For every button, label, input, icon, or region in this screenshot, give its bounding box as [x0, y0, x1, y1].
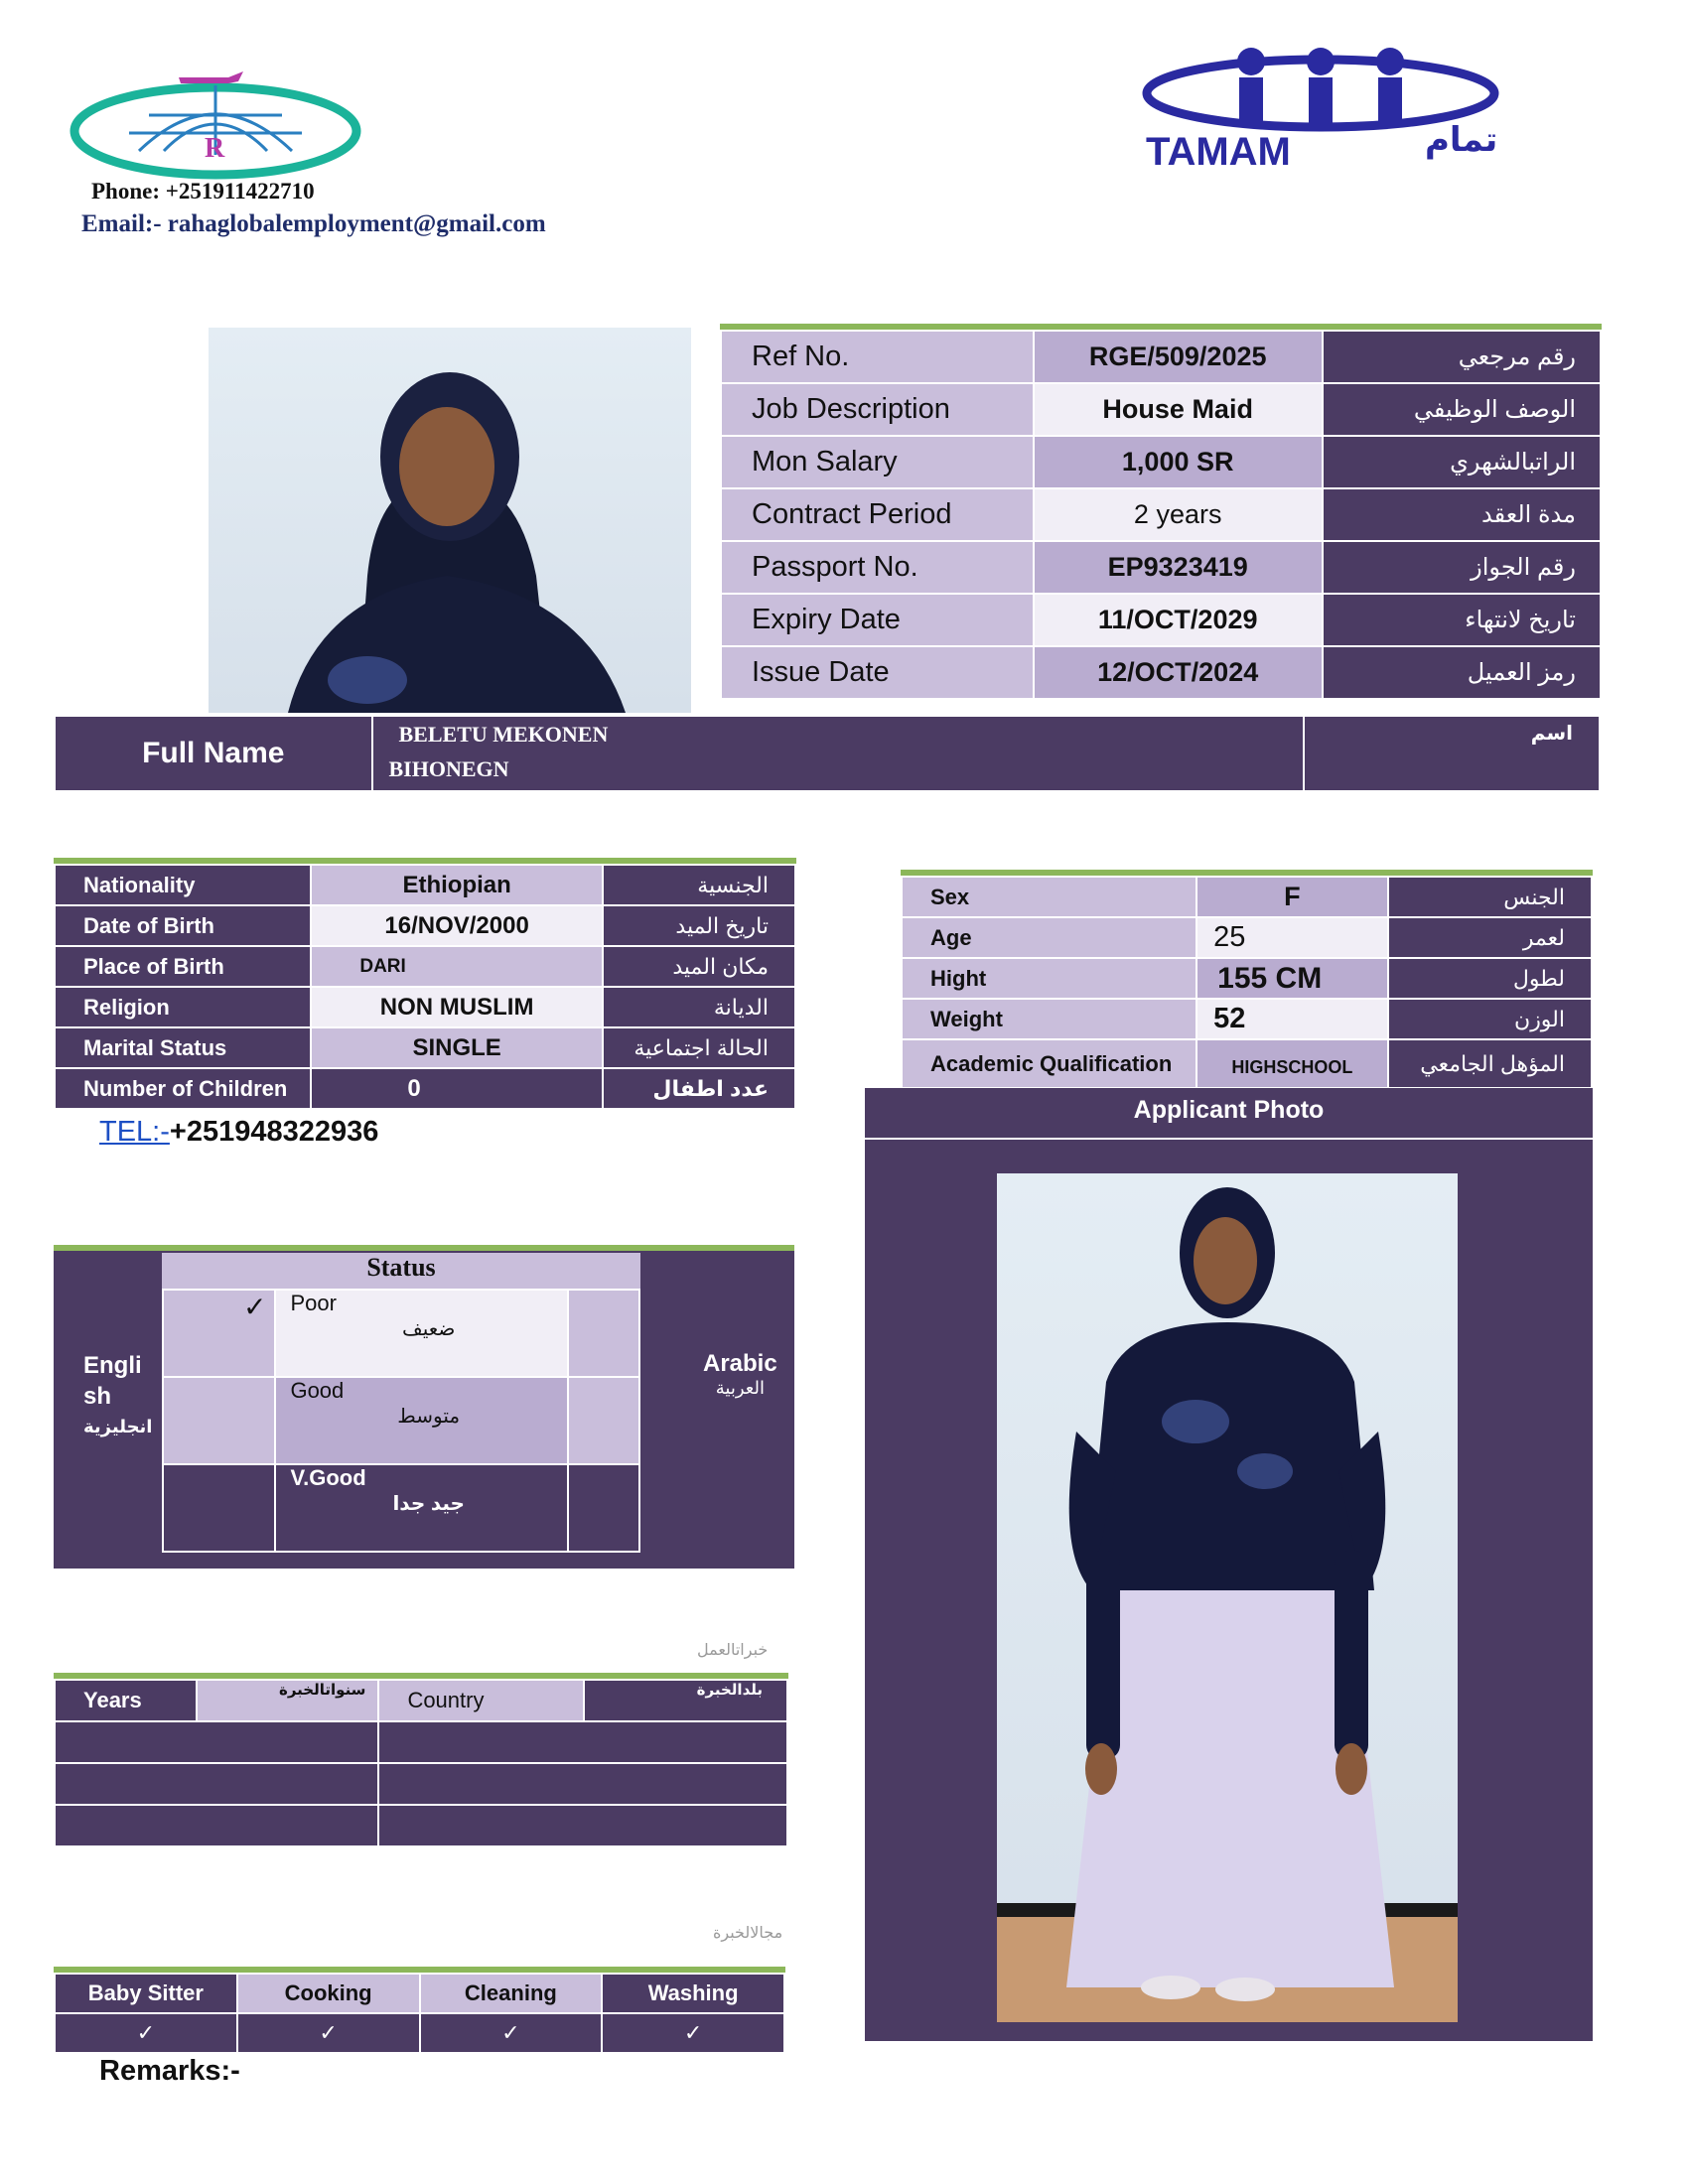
arabic-language-label: [703, 1350, 777, 1399]
contract-label: Contract Period: [721, 488, 1034, 541]
pob-row: [55, 946, 795, 987]
skill-cooking-check: ✓: [237, 2013, 420, 2053]
full-name-table: [54, 715, 1601, 792]
level-vgood-arabic: جيد جدا: [392, 1493, 465, 1515]
skill-washing: Washing: [602, 1974, 784, 2013]
level-good: [275, 1377, 568, 1464]
marital-row: [55, 1027, 795, 1068]
language-level-row: [163, 1464, 639, 1552]
level-poor: [275, 1290, 568, 1377]
nationality-label: Nationality: [55, 865, 311, 905]
issue-row: [721, 646, 1601, 699]
skill-cleaning: Cleaning: [420, 1974, 603, 2013]
age-value: 25: [1196, 917, 1387, 958]
religion-label: Religion: [55, 987, 311, 1027]
age-row: [902, 917, 1592, 958]
passport-value: EP9323419: [1034, 541, 1323, 594]
height-row: [902, 958, 1592, 999]
experience-years-cell: [55, 1721, 378, 1763]
experience-caption: خبراتالعمل: [697, 1642, 769, 1659]
nationality-row: [55, 865, 795, 905]
country-arabic: بلدالخبرة: [584, 1680, 787, 1721]
experience-years-cell: [55, 1805, 378, 1846]
arabic-good-check: [568, 1377, 639, 1464]
salary-row: [721, 436, 1601, 488]
applicant-portrait: [209, 328, 691, 713]
agency-email: Email:- rahaglobalemployment@gmail.com: [81, 210, 546, 237]
weight-arabic: الوزن: [1388, 999, 1592, 1039]
contract-arabic: مدة العقد: [1323, 488, 1601, 541]
years-label: Years: [55, 1680, 197, 1721]
english-good-check: [163, 1377, 275, 1464]
skill-baby-sitter: Baby Sitter: [55, 1974, 237, 2013]
language-levels-grid: [162, 1289, 640, 1553]
personal-details-table: [54, 864, 796, 1110]
english-label-text: English: [83, 1352, 142, 1410]
expiry-row: [721, 594, 1601, 646]
level-good-label: Good: [290, 1378, 345, 1403]
sex-row: [902, 877, 1592, 917]
weight-label: Weight: [902, 999, 1196, 1039]
experience-years-cell: [55, 1763, 378, 1805]
salary-arabic: الراتبالشهري: [1323, 436, 1601, 488]
skill-washing-check: ✓: [602, 2013, 784, 2053]
language-level-row: [163, 1290, 639, 1377]
level-vgood: [275, 1464, 568, 1552]
skill-baby-sitter-check: ✓: [55, 2013, 237, 2053]
religion-value: NON MUSLIM: [311, 987, 603, 1027]
experience-row: [55, 1721, 787, 1763]
level-good-arabic: متوسط: [397, 1406, 461, 1428]
svg-text:R: R: [205, 133, 225, 164]
tel-link[interactable]: TEL:-: [99, 1116, 170, 1148]
ref-row: [721, 331, 1601, 383]
qualification-arabic: المؤهل الجامعي: [1388, 1039, 1592, 1088]
expiry-arabic: تاريخ لانتهاء: [1323, 594, 1601, 646]
job-row: [721, 383, 1601, 436]
dob-arabic: تاريخ الميد: [603, 905, 795, 946]
skills-table: [54, 1973, 785, 2054]
full-name-line2: BIHONEGN: [388, 756, 509, 781]
arabic-label-text: Arabic: [703, 1350, 777, 1377]
pob-label: Place of Birth: [55, 946, 311, 987]
experience-country-cell: [378, 1721, 787, 1763]
height-label: Hight: [902, 958, 1196, 999]
marital-value: SINGLE: [311, 1027, 603, 1068]
weight-value: 52: [1196, 999, 1387, 1039]
arabic-poor-check: [568, 1290, 639, 1377]
expiry-label: Expiry Date: [721, 594, 1034, 646]
experience-country-cell: [378, 1763, 787, 1805]
dob-label: Date of Birth: [55, 905, 311, 946]
ref-label: Ref No.: [721, 331, 1034, 383]
religion-arabic: الديانة: [603, 987, 795, 1027]
agency-phone: Phone: +251911422710: [91, 179, 315, 204]
qualification-value: HIGHSCHOOL: [1196, 1039, 1387, 1088]
experience-row: [55, 1763, 787, 1805]
skill-cleaning-check: ✓: [420, 2013, 603, 2053]
applicant-phone: [99, 1116, 378, 1149]
english-poor-check: ✓: [163, 1290, 275, 1377]
age-arabic: لعمر: [1388, 917, 1592, 958]
english-language-label: [83, 1350, 152, 1442]
years-arabic: سنواتالخبرة: [197, 1680, 378, 1721]
sex-value: F: [1196, 877, 1387, 917]
sex-label: Sex: [902, 877, 1196, 917]
applicant-photo-label: Applicant Photo: [865, 1088, 1593, 1140]
ref-value: RGE/509/2025: [1034, 331, 1323, 383]
document-info-table: [720, 330, 1602, 700]
full-name-label: Full Name: [55, 716, 372, 791]
dob-row: [55, 905, 795, 946]
country-label: Country: [378, 1680, 584, 1721]
english-vgood-check: [163, 1464, 275, 1552]
tel-number: +251948322936: [169, 1116, 379, 1148]
skills-caption: مجالالخبرة: [713, 1925, 783, 1942]
job-arabic: الوصف الوظيفي: [1323, 383, 1601, 436]
marital-label: Marital Status: [55, 1027, 311, 1068]
tamam-logo-text: TAMAM: [1146, 130, 1291, 171]
experience-header-row: [55, 1680, 787, 1721]
language-status-header: Status: [162, 1253, 640, 1289]
english-label-arabic: انجليزية: [83, 1417, 153, 1436]
religion-row: [55, 987, 795, 1027]
children-label: Number of Children: [55, 1068, 311, 1109]
height-arabic: لطول: [1388, 958, 1592, 999]
full-name-line1: BELETU MEKONEN: [398, 722, 609, 747]
applicant-full-photo: [997, 1173, 1458, 2022]
job-label: Job Description: [721, 383, 1034, 436]
experience-table: [54, 1679, 788, 1847]
ref-arabic: رقم مرجعي: [1323, 331, 1601, 383]
salary-label: Mon Salary: [721, 436, 1034, 488]
sex-arabic: الجنس: [1388, 877, 1592, 917]
children-arabic: عدد اطفال: [603, 1068, 795, 1109]
language-level-row: [163, 1377, 639, 1464]
full-name-value: [372, 716, 1305, 791]
children-row: [55, 1068, 795, 1109]
tamam-logo-arabic: تمام: [1425, 120, 1498, 160]
pob-arabic: مكان الميد: [603, 946, 795, 987]
full-name-arabic: اسم: [1304, 716, 1600, 791]
remarks-label: Remarks:-: [99, 2055, 240, 2087]
issue-arabic: رمز العميل: [1323, 646, 1601, 699]
arabic-label-arabic: العربية: [715, 1378, 765, 1398]
skill-cooking: Cooking: [237, 1974, 420, 2013]
nationality-arabic: الجنسية: [603, 865, 795, 905]
experience-row: [55, 1805, 787, 1846]
skills-check-row: [55, 2013, 784, 2053]
level-vgood-label: V.Good: [290, 1465, 366, 1490]
tamam-logo: [1142, 42, 1529, 171]
contract-row: [721, 488, 1601, 541]
pob-value: DARI: [311, 946, 603, 987]
level-poor-label: Poor: [290, 1291, 337, 1315]
marital-arabic: الحالة اجتماعية: [603, 1027, 795, 1068]
arabic-vgood-check: [568, 1464, 639, 1552]
qualification-row: [902, 1039, 1592, 1088]
dob-value: 16/NOV/2000: [311, 905, 603, 946]
contract-value: 2 years: [1034, 488, 1323, 541]
skills-header-row: [55, 1974, 784, 2013]
issue-value: 12/OCT/2024: [1034, 646, 1323, 699]
qualification-label: Academic Qualification: [902, 1039, 1196, 1088]
job-value: House Maid: [1034, 383, 1323, 436]
passport-row: [721, 541, 1601, 594]
nationality-value: Ethiopian: [311, 865, 603, 905]
issue-label: Issue Date: [721, 646, 1034, 699]
age-label: Age: [902, 917, 1196, 958]
weight-row: [902, 999, 1592, 1039]
salary-value: 1,000 SR: [1034, 436, 1323, 488]
height-value: 155 CM: [1196, 958, 1387, 999]
physical-details-table: [901, 876, 1593, 1089]
passport-label: Passport No.: [721, 541, 1034, 594]
expiry-value: 11/OCT/2029: [1034, 594, 1323, 646]
level-poor-arabic: ضعيف: [402, 1318, 456, 1340]
passport-arabic: رقم الجواز: [1323, 541, 1601, 594]
agency-logo: [70, 68, 362, 182]
experience-country-cell: [378, 1805, 787, 1846]
children-value: 0: [311, 1068, 603, 1109]
